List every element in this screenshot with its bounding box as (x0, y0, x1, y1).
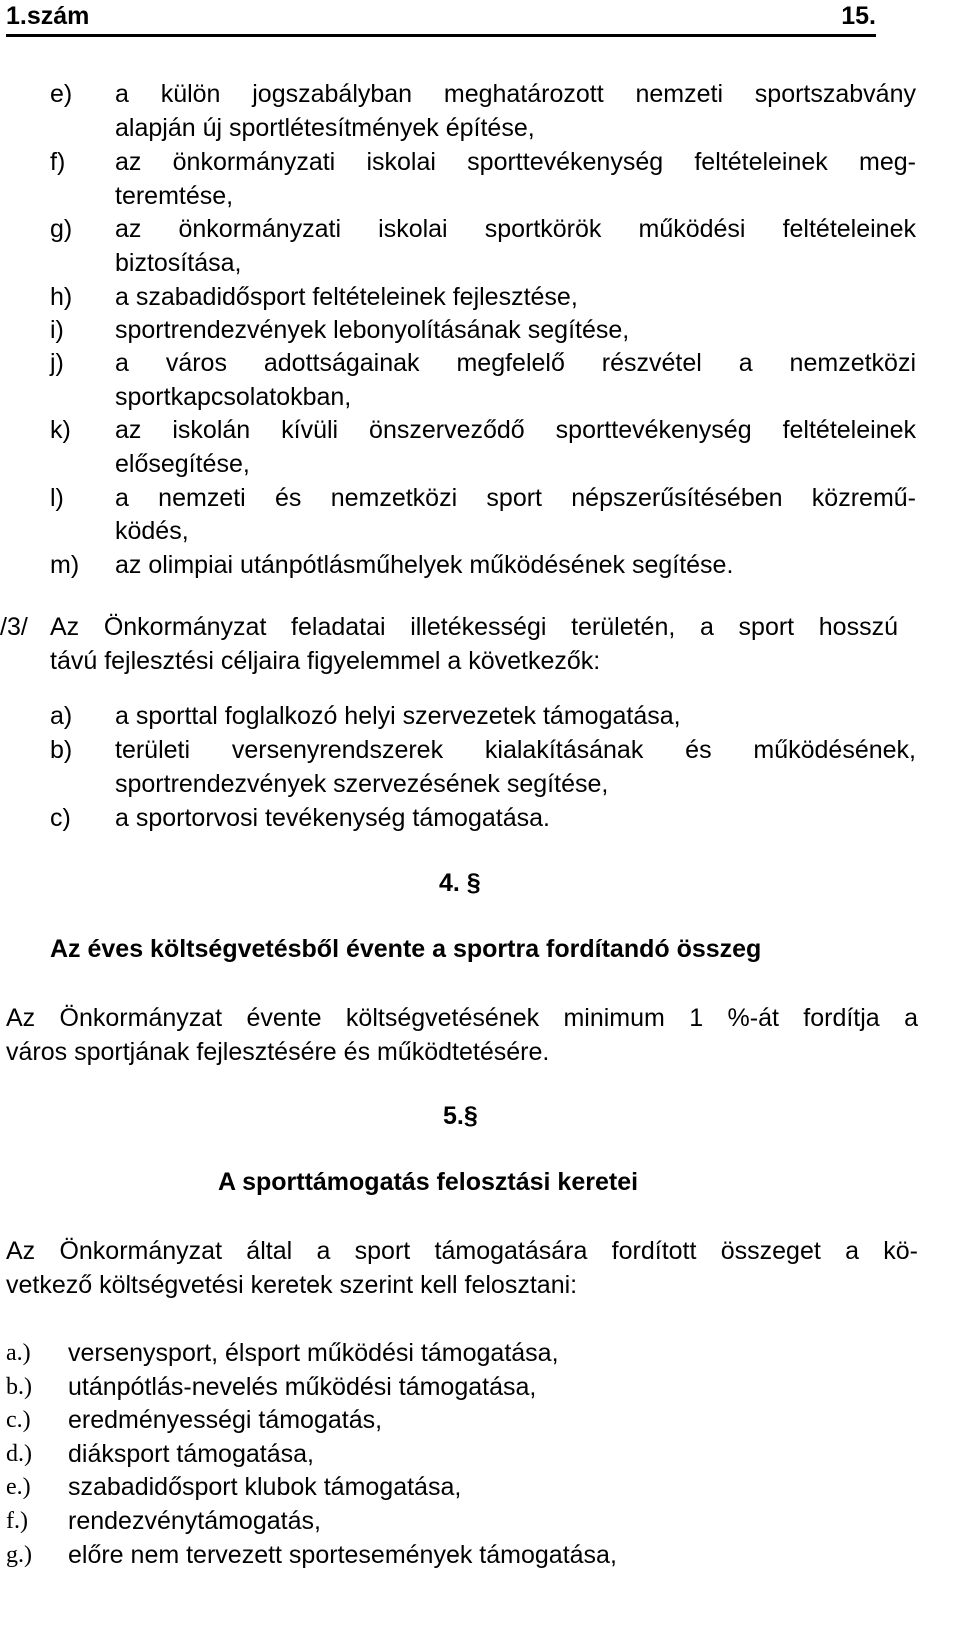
list-line: utánpótlás-nevelés működési támogatása, (68, 1373, 537, 1401)
section-title: Az éves költségvetésből évente a sportra fordítandó összeg (50, 935, 762, 963)
list-label: g.) (6, 1542, 32, 1568)
section-body-line: vetkező költségvetési keretek szerint kell felosztani: (6, 1271, 578, 1299)
list-line: a szabadidősport feltételeinek fejlesztése, (115, 283, 578, 311)
page-number: 15. (841, 2, 876, 30)
list-label-e: e) (50, 80, 73, 108)
list-line: a sporttal foglalkozó helyi szervezetek támogatása, (115, 702, 681, 730)
list-line: eredményességi támogatás, (68, 1406, 383, 1434)
list-label-b: b) (50, 736, 73, 764)
list-line: az önkormányzati iskolai sporttevékenység feltételeinek meg- (115, 148, 916, 176)
list-label-g: g) (50, 215, 73, 243)
list-label: f.) (6, 1508, 28, 1534)
list-label: d.) (6, 1441, 32, 1467)
list-line: az olimpiai utánpótlásműhelyek működésének segítése. (115, 551, 734, 579)
list-line: a külön jogszabályban meghatározott nemzeti sportszabvány (115, 80, 916, 108)
list-label-a: a) (50, 702, 73, 730)
list-line: diáksport támogatása, (68, 1440, 314, 1468)
page-header (6, 0, 876, 37)
section-body-line: Az Önkormányzat évente költségvetésének minimum 1 %-át fordítja a (6, 1004, 918, 1032)
list-line: biztosítása, (115, 249, 242, 277)
list-label: e.) (6, 1474, 31, 1500)
list-line: alapján új sportlétesítmények építése, (115, 114, 535, 142)
list-line: előre nem tervezett sportesemények támogatása, (68, 1541, 617, 1569)
paragraph-line: Az Önkormányzat feladatai illetékességi területén, a sport hosszú (50, 613, 898, 641)
list-line: az önkormányzati iskolai sportkörök működési feltételeinek (115, 215, 916, 243)
list-label-f: f) (50, 148, 66, 176)
list-line: rendezvénytámogatás, (68, 1507, 321, 1535)
list-line: sportrendezvények lebonyolításának segítése, (115, 316, 630, 344)
list-line: szabadidősport klubok támogatása, (68, 1473, 462, 1501)
section-number: 4. § (439, 869, 481, 897)
list-line: a nemzeti és nemzetközi sport népszerűsítésében közremű- (115, 484, 916, 512)
list-line: a sportorvosi tevékenység támogatása. (115, 804, 550, 832)
list-line: sportkapcsolatokban, (115, 383, 352, 411)
section-body-line: Az Önkormányzat által a sport támogatására fordított összeget a kö- (6, 1237, 918, 1265)
paragraph-line: távú fejlesztési céljaira figyelemmel a következők: (50, 647, 601, 675)
list-line: teremtése, (115, 182, 234, 210)
list-label-h: h) (50, 283, 73, 311)
section-title: A sporttámogatás felosztási keretei (218, 1168, 639, 1196)
list-label: b.) (6, 1374, 32, 1400)
issue-number: 1.szám (6, 2, 90, 30)
list-label-c: c) (50, 804, 71, 832)
list-line: elősegítése, (115, 450, 250, 478)
list-line: az iskolán kívüli önszerveződő sporttevékenység feltételeinek (115, 416, 916, 444)
list-label: a.) (6, 1340, 31, 1366)
list-label-j: j) (50, 349, 64, 377)
paragraph-label: /3/ (0, 613, 28, 641)
list-line: sportrendezvények szervezésének segítése, (115, 770, 609, 798)
list-label-k: k) (50, 416, 71, 444)
list-label-l: l) (50, 484, 64, 512)
list-line: a város adottságainak megfelelő részvétel a nemzetközi (115, 349, 916, 377)
list-label-m: m) (50, 551, 80, 579)
list-line: versenysport, élsport működési támogatása, (68, 1339, 559, 1367)
section-body-line: város sportjának fejlesztésére és működtetésére. (6, 1038, 550, 1066)
list-line: területi versenyrendszerek kialakításának és működésének, (115, 736, 916, 764)
list-label-i: i) (50, 316, 64, 344)
list-label: c.) (6, 1407, 31, 1433)
section-number: 5.§ (443, 1102, 478, 1130)
list-line: ködés, (115, 517, 189, 545)
